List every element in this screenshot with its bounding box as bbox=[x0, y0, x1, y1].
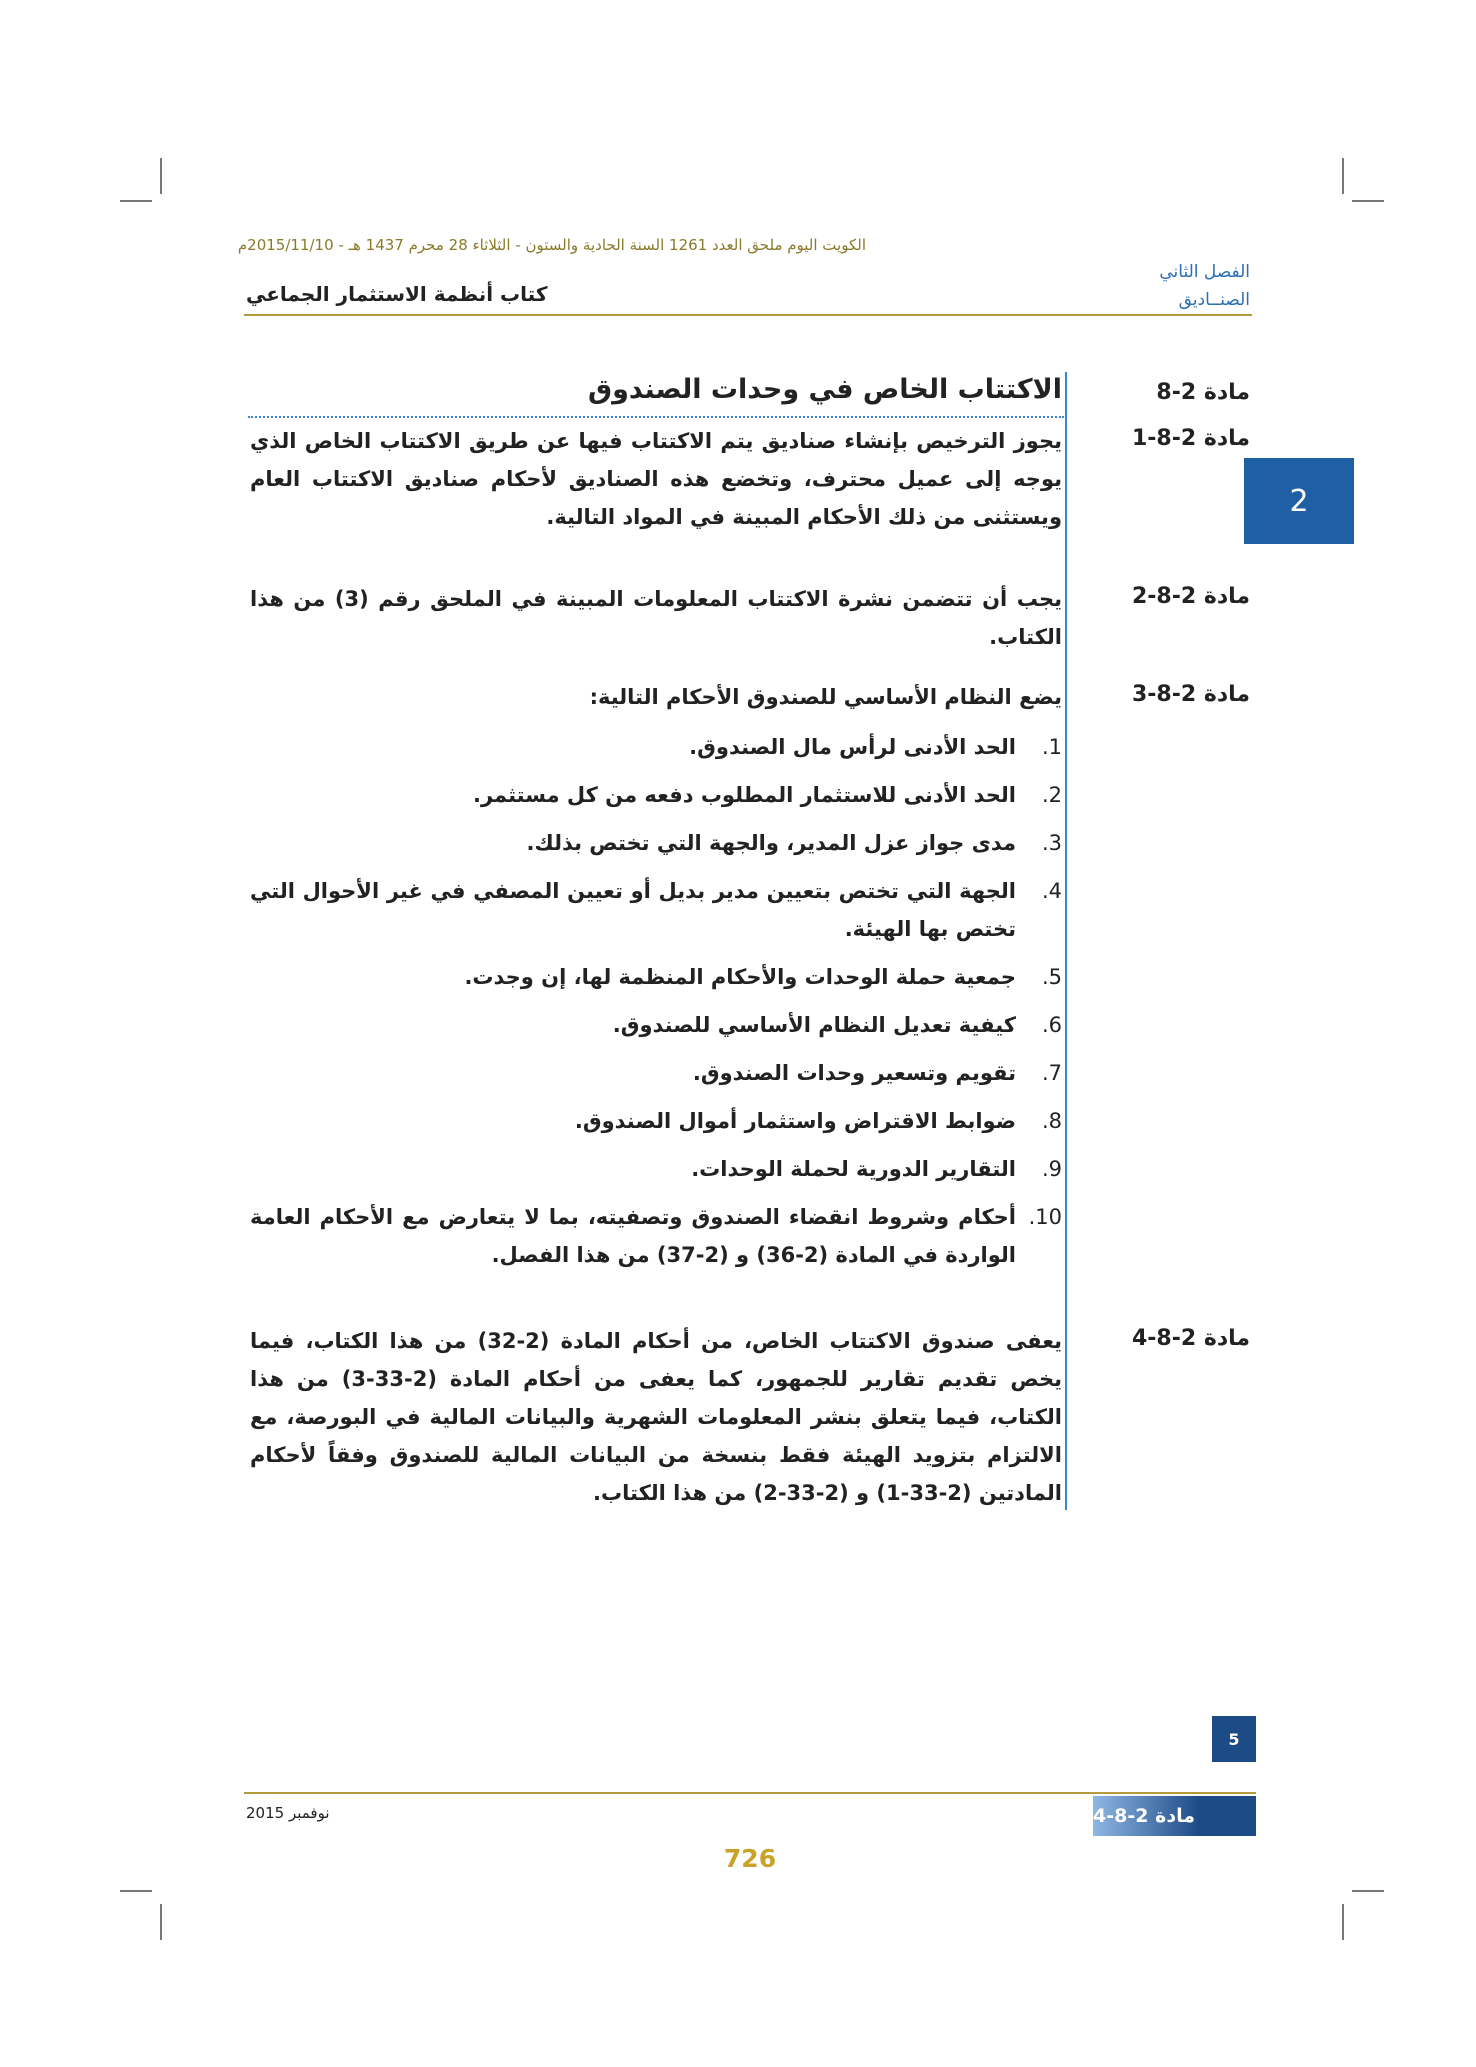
article-label: مادة 2-8-1 bbox=[1131, 426, 1250, 451]
item-number: 5. bbox=[1041, 965, 1062, 989]
chapter-subtitle: الصنــاديق bbox=[1178, 290, 1250, 310]
section-title: الاكتتاب الخاص في وحدات الصندوق bbox=[587, 374, 1062, 405]
header-divider bbox=[244, 314, 1252, 316]
item-text: تقويم وتسعير وحدات الصندوق. bbox=[692, 1061, 1016, 1085]
list-item bbox=[250, 872, 1062, 948]
list-item bbox=[250, 1150, 1062, 1188]
list-item bbox=[250, 958, 1062, 996]
article-label: مادة 2-8-3 bbox=[1131, 682, 1250, 707]
item-text: كيفية تعديل النظام الأساسي للصندوق. bbox=[612, 1013, 1016, 1037]
list-item bbox=[250, 728, 1062, 766]
gazette-line: الكويت اليوم ملحق العدد 1261 السنة الحادية والستون - الثلاثاء 28 محرم 1437 هـ - 2015/11/10م bbox=[237, 236, 866, 254]
item-number: 8. bbox=[1041, 1109, 1062, 1133]
item-text: الجهة التي تختص بتعيين مدير بديل أو تعيين المصفي في غير الأحوال التي تختص بها الهيئة. bbox=[250, 879, 1016, 941]
page-number-box: 5 bbox=[1212, 1716, 1256, 1762]
section-label: مادة 2-8 bbox=[1156, 380, 1250, 405]
article-label: مادة 2-8-4 bbox=[1131, 1326, 1250, 1351]
crop-mark bbox=[1342, 1904, 1344, 1940]
list-item bbox=[250, 1198, 1062, 1274]
crop-mark bbox=[1352, 200, 1384, 202]
article-text: يضع النظام الأساسي للصندوق الأحكام التالية: bbox=[589, 685, 1062, 709]
item-text: أحكام وشروط انقضاء الصندوق وتصفيته، بما لا يتعارض مع الأحكام العامة الواردة في المادة (2-36) و (2-37) من هذا الفصل. bbox=[250, 1205, 1016, 1267]
item-text: الحد الأدنى للاستثمار المطلوب دفعه من كل مستثمر. bbox=[472, 783, 1016, 807]
content-vertical-rule bbox=[1065, 372, 1067, 1510]
item-text: جمعية حملة الوحدات والأحكام المنظمة لها، إن وجدت. bbox=[464, 965, 1016, 989]
article-text: يجب أن تتضمن نشرة الاكتتاب المعلومات المبينة في الملحق رقم (3) من هذا الكتاب. bbox=[250, 587, 1063, 649]
crop-mark bbox=[1342, 158, 1344, 194]
crop-mark bbox=[120, 1890, 152, 1892]
chapter-heading bbox=[1159, 258, 1250, 314]
item-text: ضوابط الاقتراض واستثمار أموال الصندوق. bbox=[574, 1109, 1016, 1133]
item-text: مدى جواز عزل المدير، والجهة التي تختص بذلك. bbox=[526, 831, 1016, 855]
crop-mark bbox=[160, 1904, 162, 1940]
list-item bbox=[250, 776, 1062, 814]
item-number: 2. bbox=[1041, 783, 1062, 807]
crop-mark bbox=[120, 200, 152, 202]
footer-date: نوفمبر 2015 bbox=[246, 1804, 330, 1822]
item-number: 3. bbox=[1041, 831, 1062, 855]
item-text: التقارير الدورية لحملة الوحدات. bbox=[691, 1157, 1016, 1181]
provisions-list bbox=[250, 728, 1062, 1284]
item-number: 7. bbox=[1041, 1061, 1062, 1085]
list-item bbox=[250, 1054, 1062, 1092]
list-item bbox=[250, 824, 1062, 862]
footer-divider bbox=[244, 1792, 1256, 1794]
article-label: مادة 2-8-2 bbox=[1131, 584, 1250, 609]
chapter-tab: 2 bbox=[1244, 458, 1354, 544]
article-text: يجوز الترخيص بإنشاء صناديق يتم الاكتتاب فيها عن طريق الاكتتاب الخاص الذي يوجه إلى عميل محترف، وتخضع هذه الصناديق لأحكام صناديق الاكتتاب العام ويستثنى من ذلك الأحكام المبينة في المواد التالية. bbox=[250, 429, 1062, 529]
article-text: يعفى صندوق الاكتتاب الخاص، من أحكام المادة (2-32) من هذا الكتاب، فيما يخص تقديم تقارير للجمهور، كما يعفى من أحكام المادة (2-33-3) من هذا الكتاب، فيما يتعلق بنشر المعلومات الشهرية والبيانات المالية في البورصة، مع الالتزام بتزويد الهيئة فقط بنسخة من البيانات المالية للصندوق وفقاً لأحكام المادتين (2-33-1) و (2-33-2) من هذا الكتاب. bbox=[250, 1329, 1062, 1505]
crop-mark bbox=[1352, 1890, 1384, 1892]
footer-article-tag: مادة 2-8-4 bbox=[1093, 1796, 1256, 1836]
item-text: الحد الأدنى لرأس مال الصندوق. bbox=[689, 735, 1016, 759]
item-number: 6. bbox=[1041, 1013, 1062, 1037]
item-number: 9. bbox=[1041, 1157, 1062, 1181]
book-title: كتاب أنظمة الاستثمار الجماعي bbox=[246, 282, 548, 306]
item-number: 4. bbox=[1041, 879, 1062, 903]
item-number: 10. bbox=[1028, 1205, 1062, 1229]
list-item bbox=[250, 1102, 1062, 1140]
list-item bbox=[250, 1006, 1062, 1044]
dotted-divider bbox=[248, 416, 1064, 418]
item-number: 1. bbox=[1041, 735, 1062, 759]
crop-mark bbox=[160, 158, 162, 194]
chapter-title: الفصل الثاني bbox=[1159, 262, 1250, 282]
folio-number: 726 bbox=[723, 1844, 777, 1873]
